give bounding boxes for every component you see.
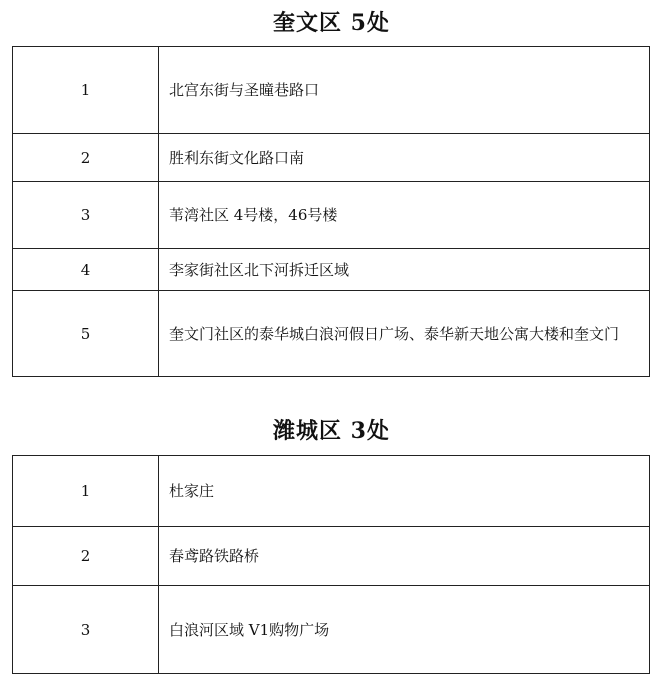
table-row [13,249,650,291]
row-location: 苇湾社区 4号楼，46号楼 [159,182,650,249]
row-number: 5 [13,291,159,377]
row-number: 2 [13,134,159,182]
row-number: 2 [13,527,159,586]
section-title-kuiwen: 奎文区 5处 [273,10,390,36]
row-number: 1 [13,456,159,527]
table-row [13,291,650,377]
row-location: 白浪河区域 V1购物广场 [159,586,650,674]
row-number: 4 [13,249,159,291]
row-location: 奎文门社区的泰华城白浪河假日广场、泰华新天地公寓大楼和奎文门 [159,291,650,377]
kuiwen-locations-table [12,46,650,377]
row-location: 李家街社区北下河拆迁区域 [159,249,650,291]
row-location: 春鸢路铁路桥 [159,527,650,586]
weicheng-locations-table [12,455,650,674]
row-number: 1 [13,47,159,134]
row-location: 杜家庄 [159,456,650,527]
table-row [13,456,650,527]
row-location: 胜利东街文化路口南 [159,134,650,182]
section-title-weicheng: 潍城区 3处 [273,418,390,444]
table-row [13,47,650,134]
row-location: 北宫东街与圣曈巷路口 [159,47,650,134]
table-row [13,182,650,249]
table-row [13,586,650,674]
table-row [13,527,650,586]
row-number: 3 [13,182,159,249]
table-row [13,134,650,182]
row-number: 3 [13,586,159,674]
